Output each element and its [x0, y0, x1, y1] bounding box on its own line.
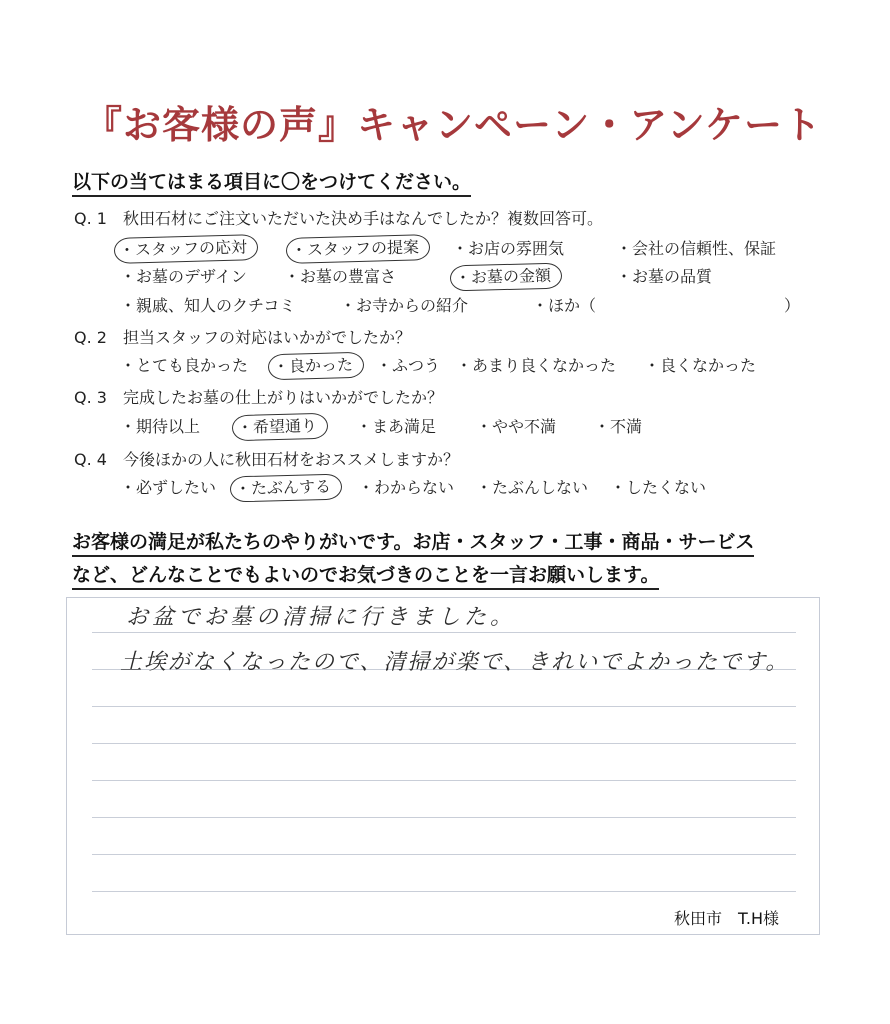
comment-rule: [92, 706, 796, 707]
q1-option-staff-response[interactable]: ・スタッフの応対: [114, 234, 259, 264]
q1-option-price[interactable]: ・お墓の金額: [450, 263, 563, 292]
q1-option-staff-proposal[interactable]: ・スタッフの提案: [286, 234, 431, 264]
q1-option-design[interactable]: ・お墓のデザイン: [120, 267, 247, 286]
q3-option-dissatisfied[interactable]: ・不満: [594, 417, 643, 436]
question-3: Q. 3 完成したお墓の仕上がりはいかがでしたか？: [74, 388, 443, 407]
q1-option-temple-referral[interactable]: ・お寺からの紹介: [340, 296, 469, 315]
handwritten-comment-line-2: 土埃がなくなったので、清掃が楽で、きれいでよかったです。: [120, 650, 790, 675]
instruction-heading: 以下の当てはまる項目に〇をつけてください。: [72, 170, 471, 197]
respondent-signature: 秋田市 T.H様: [674, 909, 779, 928]
question-4: Q. 4 今後ほかの人に秋田石材をおススメしますか？: [74, 450, 459, 469]
q1-option-other[interactable]: ・ほか（: [532, 296, 597, 315]
comment-rule: [92, 780, 796, 781]
q1-option-reliability[interactable]: ・会社の信頼性、保証: [616, 239, 777, 258]
comment-rule: [92, 632, 796, 633]
q2-option-not-good[interactable]: ・良くなかった: [644, 356, 757, 375]
handwritten-comment-line-1: お盆でお墓の清掃に行きました。: [126, 605, 517, 630]
q2-option-not-very-good[interactable]: ・あまり良くなかった: [456, 356, 617, 375]
q3-option-fairly-satisfied[interactable]: ・まあ満足: [356, 417, 437, 436]
comment-rule: [92, 817, 796, 818]
q1-option-shop-atmosphere[interactable]: ・お店の雰囲気: [452, 239, 565, 258]
q3-option-somewhat-dissatisfied[interactable]: ・やや不満: [476, 417, 557, 436]
q1-option-quality[interactable]: ・お墓の品質: [616, 267, 713, 286]
comment-heading-line-2: など、どんなことでもよいのでお気づきのことを一言お願いします。: [72, 563, 659, 590]
comment-rule: [92, 743, 796, 744]
q3-option-above-expectations[interactable]: ・期待以上: [120, 417, 201, 436]
q2-option-good[interactable]: ・良かった: [268, 352, 365, 381]
q1-other-paren-close: ）: [784, 296, 801, 315]
comment-rule: [92, 854, 796, 855]
question-2: Q. 2 担当スタッフの対応はいかがでしたか？: [74, 328, 411, 347]
survey-title: 『お客様の声』キャンペーン・アンケート: [84, 103, 822, 147]
q4-option-probably[interactable]: ・たぶんする: [230, 474, 343, 503]
question-1: Q. 1 秋田石材にご注文いただいた決め手はなんでしたか？複数回答可。: [74, 209, 603, 228]
comment-heading-line-1: お客様の満足が私たちのやりがいです。お店・スタッフ・工事・商品・サービス: [72, 530, 754, 557]
q2-option-very-good[interactable]: ・とても良かった: [120, 356, 249, 375]
q2-option-average[interactable]: ・ふつう: [376, 356, 441, 375]
q4-option-no[interactable]: ・したくない: [610, 478, 707, 497]
q4-option-dont-know[interactable]: ・わからない: [358, 478, 455, 497]
q1-option-variety[interactable]: ・お墓の豊富さ: [284, 267, 397, 286]
q4-option-probably-not[interactable]: ・たぶんしない: [476, 478, 589, 497]
q1-option-word-of-mouth[interactable]: ・親戚、知人のクチコミ: [120, 296, 296, 315]
q4-option-definitely[interactable]: ・必ずしたい: [120, 478, 217, 497]
q3-option-as-hoped[interactable]: ・希望通り: [232, 413, 329, 442]
comment-rule: [92, 891, 796, 892]
